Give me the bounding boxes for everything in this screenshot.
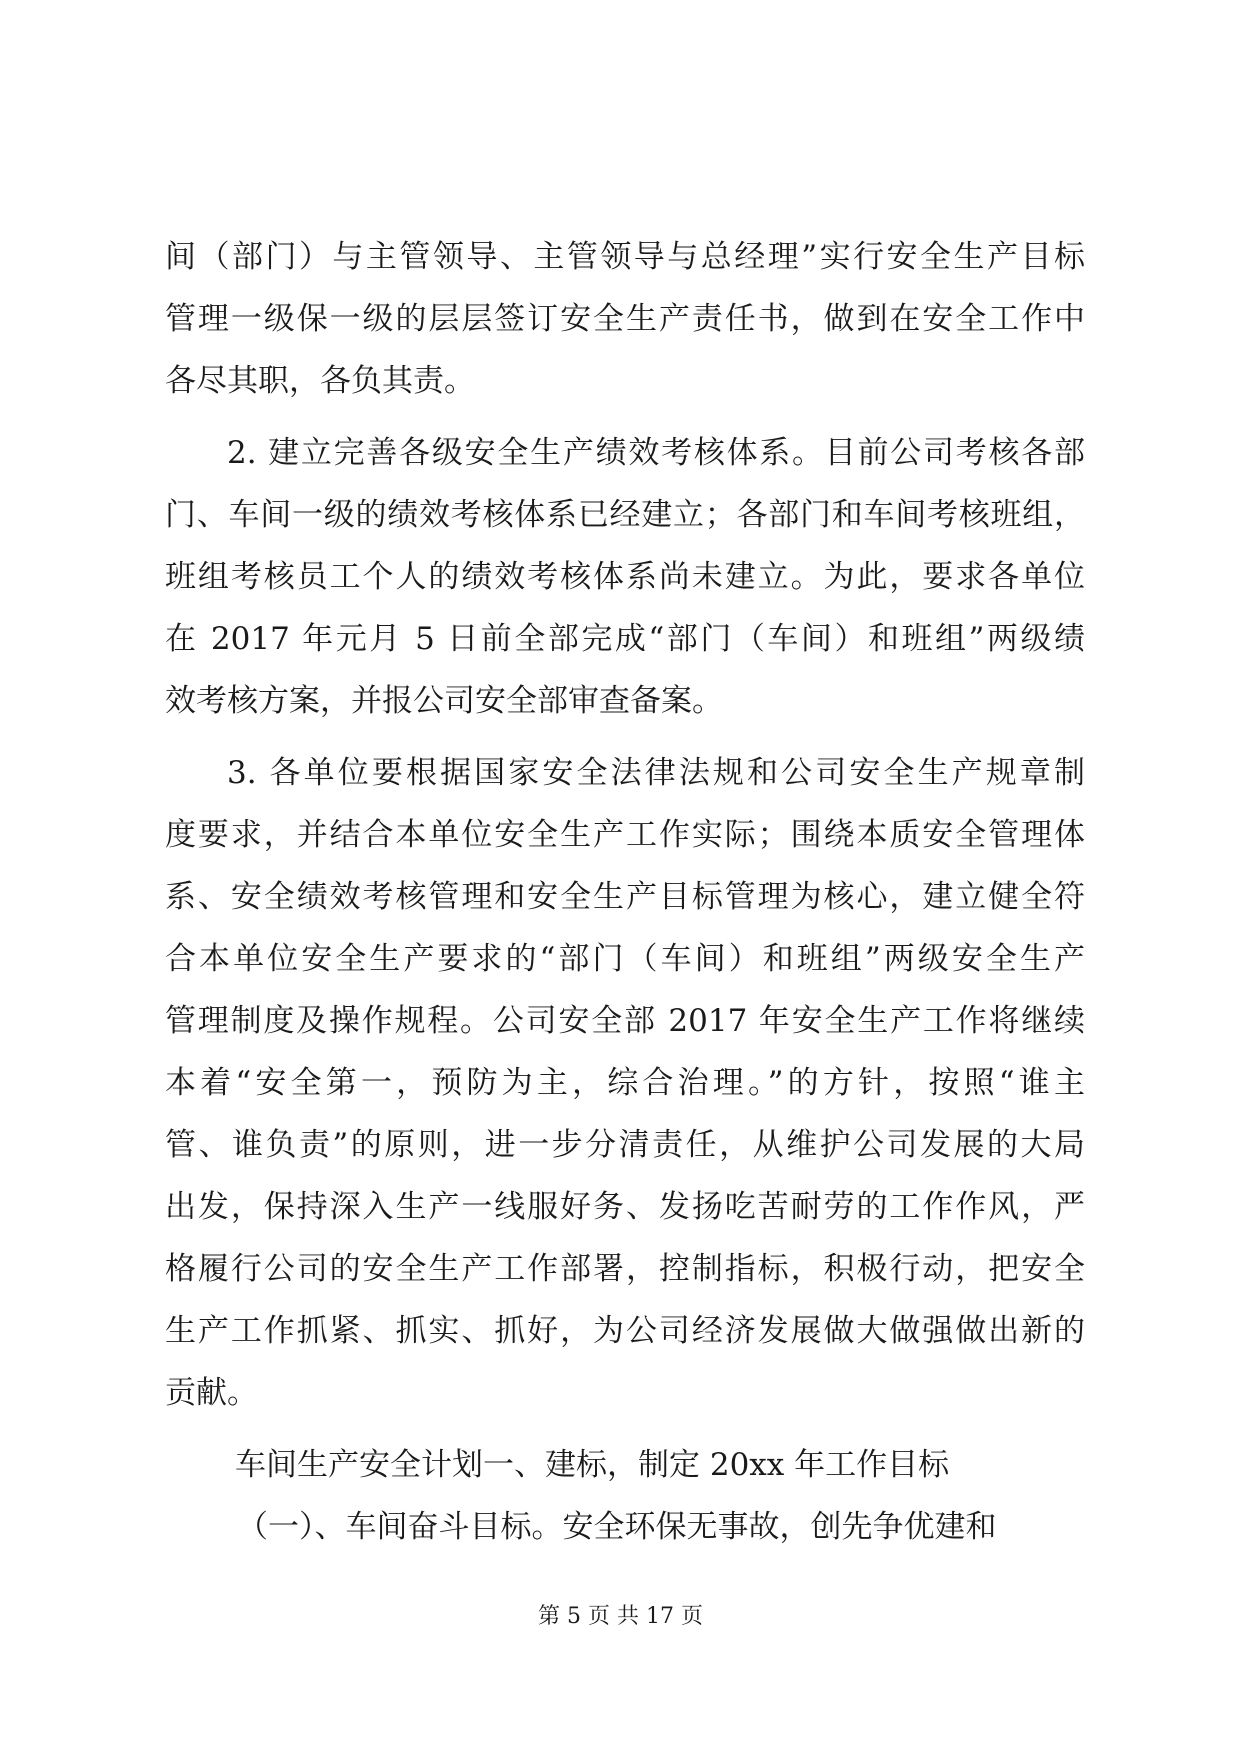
page-number-footer: 第 5 页 共 17 页 <box>538 1604 703 1629</box>
document-body <box>165 226 1085 1558</box>
text-line: 3. 各单位要根据国家安全法律法规和公司安全生产规章制 <box>227 755 1085 791</box>
text-line: 各尽其职，各负其责。 <box>165 363 475 399</box>
text-line: 度要求，并结合本单位安全生产工作实际；围绕本质安全管理体 <box>165 817 1085 853</box>
text-line: 班组考核员工个人的绩效考核体系尚未建立。为此，要求各单位 <box>165 559 1085 595</box>
text-line: 车间生产安全计划一、建标，制定 20xx 年工作目标 <box>235 1447 950 1483</box>
text-line: 门、车间一级的绩效考核体系已经建立；各部门和车间考核班组， <box>165 497 1085 533</box>
text-line: （一）、车间奋斗目标。安全环保无事故，创先争优建和 <box>237 1509 997 1545</box>
text-line: 2. 建立完善各级安全生产绩效考核体系。目前公司考核各部 <box>227 435 1085 471</box>
text-line: 管理一级保一级的层层签订安全生产责任书，做到在安全工作中 <box>165 301 1085 337</box>
paragraph-4 <box>165 1434 1085 1496</box>
text-line: 在 2017 年元月 5 日前全部完成“部门（车间）和班组”两级绩 <box>165 621 1085 657</box>
text-line: 效考核方案，并报公司安全部审查备案。 <box>165 683 723 719</box>
text-line: 管理制度及操作规程。公司安全部 2017 年安全生产工作将继续 <box>165 1003 1085 1039</box>
paragraph-3 <box>165 742 1085 1424</box>
text-line: 贡献。 <box>165 1375 258 1411</box>
text-line: 间（部门）与主管领导、主管领导与总经理”实行安全生产目标 <box>165 239 1085 275</box>
text-line: 出发，保持深入生产一线服好务、发扬吃苦耐劳的工作作风，严 <box>165 1189 1085 1225</box>
text-line: 格履行公司的安全生产工作部署，控制指标，积极行动，把安全 <box>165 1251 1085 1287</box>
paragraph-2 <box>165 422 1085 732</box>
text-line: 系、安全绩效考核管理和安全生产目标管理为核心，建立健全符 <box>165 879 1085 915</box>
text-line: 本着“安全第一，预防为主，综合治理。”的方针，按照“谁主 <box>165 1065 1085 1101</box>
paragraph-5 <box>165 1496 1085 1558</box>
text-line: 管、谁负责”的原则，进一步分清责任，从维护公司发展的大局 <box>165 1127 1085 1163</box>
text-line: 生产工作抓紧、抓实、抓好，为公司经济发展做大做强做出新的 <box>165 1313 1085 1349</box>
paragraph-1 <box>165 226 1085 412</box>
text-line: 合本单位安全生产要求的“部门（车间）和班组”两级安全生产 <box>165 941 1085 977</box>
